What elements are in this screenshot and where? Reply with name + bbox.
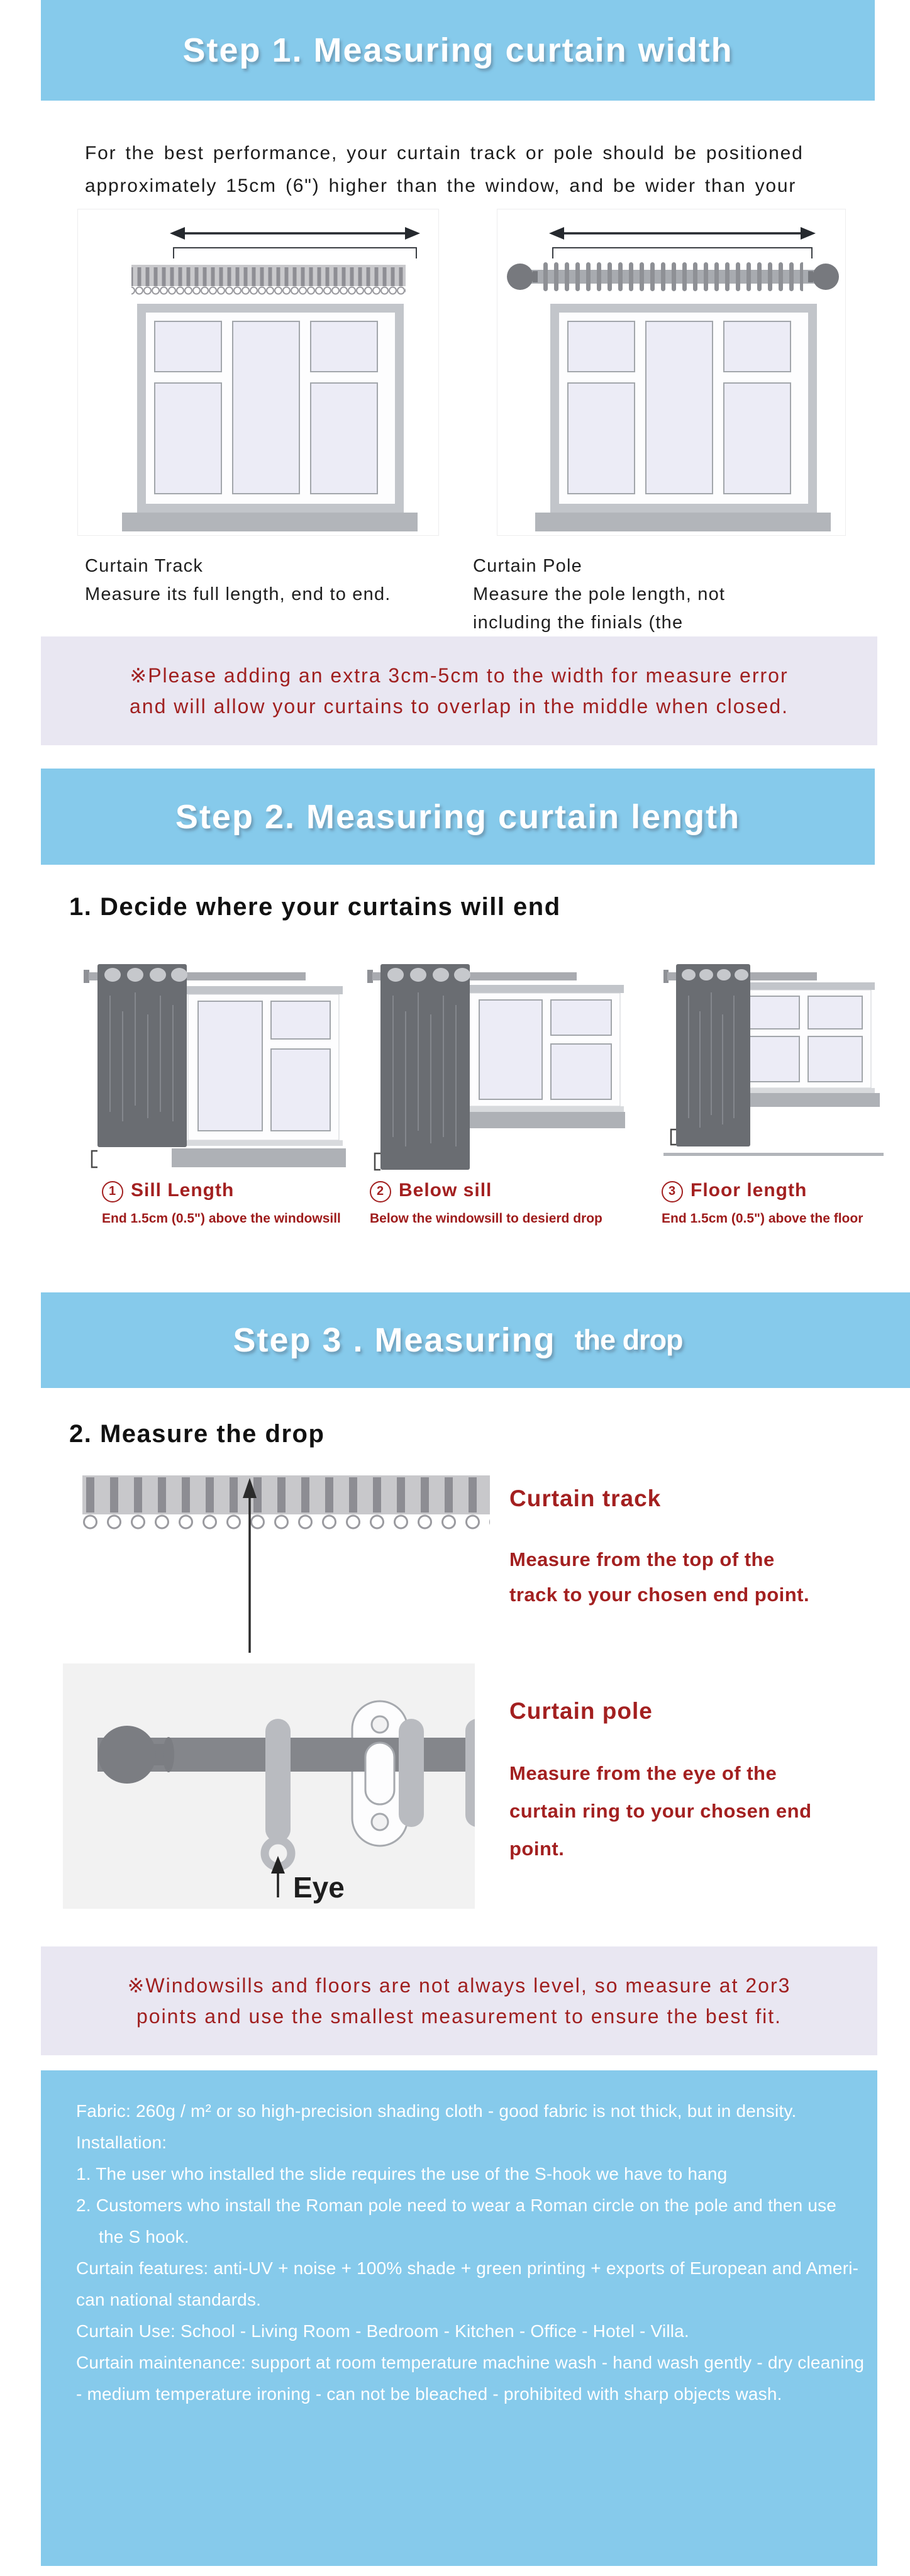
grommet-curtain xyxy=(380,964,470,1170)
circled-number: 3 xyxy=(662,1181,683,1202)
floor-line xyxy=(663,1153,884,1156)
footer-line: Curtain features: anti-UV + noise + 100% shade + green printing + exports of European and Ameri- xyxy=(76,2258,859,2278)
drop-note xyxy=(41,1946,877,2055)
circled-number: 1 xyxy=(102,1181,123,1202)
width-arrow xyxy=(549,227,816,258)
track-drop-diagram xyxy=(79,1470,506,1662)
bracket-screw-hole xyxy=(372,1814,388,1830)
note-line: ※Windowsills and floors are not always level, so measure at 2or3 xyxy=(127,1974,791,1997)
footer-line: Curtain Use: School - Living Room - Bedroom - Kitchen - Office - Hotel - Villa. xyxy=(76,2321,689,2341)
pole-drop-graphic xyxy=(63,1663,475,1909)
track-drop-title: Curtain track xyxy=(509,1485,662,1511)
step3-banner xyxy=(41,1292,910,1388)
grommet-curtain xyxy=(676,964,750,1146)
track-drop-graphic xyxy=(79,1470,506,1659)
diagram-title: Sill Length xyxy=(131,1180,235,1201)
pole-drop-text xyxy=(509,1755,812,1868)
curtain-track-caption-line: Measure its full length, end to end. xyxy=(85,584,391,604)
step2-banner-title: Step 2. Measuring curtain length xyxy=(175,797,741,836)
pole-drop-title: Curtain pole xyxy=(509,1698,653,1724)
window-graphic xyxy=(535,304,831,531)
curtain-ring-with-eye xyxy=(265,1719,291,1867)
bracket-screw-hole xyxy=(372,1716,388,1733)
curtain-ring xyxy=(399,1719,424,1827)
sill-length-graphic xyxy=(79,961,355,1175)
step3-banner-subtitle: the drop xyxy=(574,1324,683,1356)
floor-length-caption xyxy=(662,1180,863,1226)
measure-bracket xyxy=(671,1130,676,1145)
footer-line: - medium temperature ironing - can not be bleached - prohibited with sharp objects wash. xyxy=(76,2384,782,2404)
grommet-curtain xyxy=(97,964,187,1147)
track-drop-line: track to your chosen end point. xyxy=(509,1584,810,1606)
curtain-track-window-graphic xyxy=(78,209,438,535)
step3-banner-title: Step 3 . Measuring xyxy=(233,1321,556,1359)
step1-banner-title: Step 1. Measuring curtain width xyxy=(182,31,733,69)
footer-line: Installation: xyxy=(76,2133,167,2152)
pole-drop-diagram xyxy=(63,1663,475,1909)
curtain-pole-graphic xyxy=(507,262,839,291)
sill-length-diagram xyxy=(79,961,355,1178)
intro-line: approximately 15cm (6") higher than the window, and be wider than your xyxy=(85,175,797,196)
footer-line: 2. Customers who install the Roman pole need to wear a Roman circle on the pole and then use xyxy=(76,2196,837,2215)
floor-length-diagram xyxy=(663,961,884,1178)
below-sill-diagram xyxy=(365,961,629,1178)
diagram-desc: End 1.5cm (0.5") above the floor xyxy=(662,1211,863,1226)
curtain-track-caption xyxy=(85,552,391,609)
measure-bracket xyxy=(375,1153,380,1170)
width-arrow xyxy=(170,227,420,258)
step1-intro xyxy=(85,137,884,203)
below-sill-graphic xyxy=(365,961,629,1175)
curtain-pole-window-graphic xyxy=(497,209,845,535)
footer-line: the S hook. xyxy=(99,2227,189,2246)
window-graphic xyxy=(172,986,346,1167)
note-line: points and use the smallest measurement to ensure the best fit. xyxy=(136,2005,782,2028)
step2-banner xyxy=(41,769,875,865)
footer-line: 1. The user who installed the slide requires the use of the S-hook we have to hang xyxy=(76,2164,728,2184)
curtain-track-graphic xyxy=(131,265,406,296)
diagram-desc: Below the windowsill to desierd drop xyxy=(370,1211,602,1226)
intro-line: For the best performance, your curtain track or pole should be positioned xyxy=(85,143,804,164)
curtain-pole-caption-line: including the finials (the xyxy=(473,613,684,633)
pole-finial xyxy=(98,1726,174,1784)
note-line: ※Please adding an extra 3cm-5cm to the width for measure error xyxy=(130,664,789,687)
step2-heading: 1. Decide where your curtains will end xyxy=(69,893,561,921)
footer-line: can national standards. xyxy=(76,2290,262,2309)
curtain-track-caption-title: Curtain Track xyxy=(85,556,204,576)
track-drop-line: Measure from the top of the xyxy=(509,1548,775,1570)
floor-length-graphic xyxy=(663,961,884,1175)
note-line: and will allow your curtains to overlap in the middle when closed. xyxy=(129,695,789,718)
curtain-pole-caption xyxy=(473,552,725,637)
measure-bracket xyxy=(92,1151,97,1167)
curtain-track-diagram xyxy=(77,209,439,536)
window-graphic xyxy=(457,985,625,1128)
diagram-title: Floor length xyxy=(691,1180,807,1201)
curtain-pole-caption-title: Curtain Pole xyxy=(473,556,582,576)
curtain-ring xyxy=(465,1719,475,1827)
curtain-pole-diagram xyxy=(497,209,846,536)
diagram-desc: End 1.5cm (0.5") above the windowsill xyxy=(102,1211,341,1226)
step1-banner xyxy=(41,0,875,101)
eye-label: Eye xyxy=(293,1871,345,1904)
below-sill-caption xyxy=(370,1180,602,1226)
step3-heading: 2. Measure the drop xyxy=(69,1420,325,1448)
diagram-title: Below sill xyxy=(399,1180,492,1201)
sill-length-caption xyxy=(102,1180,341,1226)
pole-drop-line: curtain ring to your chosen end xyxy=(509,1800,812,1822)
track-drop-text xyxy=(509,1542,809,1613)
curtain-pole-caption-line: Measure the pole length, not xyxy=(473,584,726,604)
footer-line: Curtain maintenance: support at room temperature machine wash - hand wash gently - dry cleaning xyxy=(76,2353,865,2372)
product-details-panel xyxy=(41,2070,877,2566)
window-graphic xyxy=(122,304,418,531)
pole-drop-line: point. xyxy=(509,1838,565,1860)
footer-line: Fabric: 260g / m² or so high-precision shading cloth - good fabric is not thick, but in density. xyxy=(76,2101,797,2121)
circled-number: 2 xyxy=(370,1181,391,1202)
width-note xyxy=(41,636,877,745)
pole-drop-line: Measure from the eye of the xyxy=(509,1762,777,1784)
